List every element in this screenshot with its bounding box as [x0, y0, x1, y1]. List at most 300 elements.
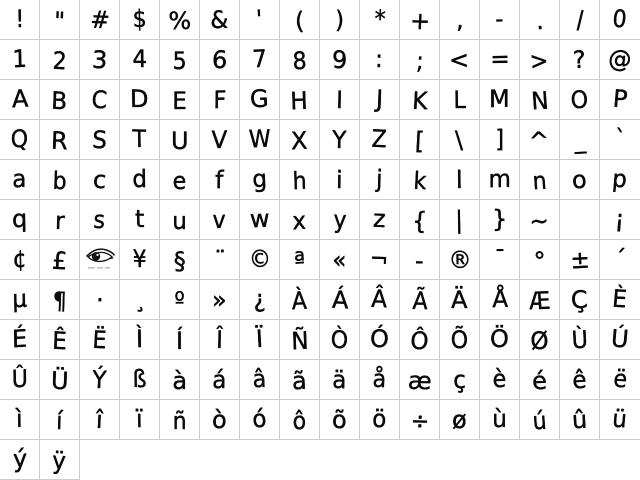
glyph-cell [480, 200, 520, 240]
glyph: õ [332, 405, 347, 435]
glyph: ! [15, 4, 24, 34]
glyph: Ú [609, 324, 630, 354]
glyph-cell [440, 80, 480, 120]
glyph-cell [240, 240, 280, 280]
glyph: ¢ [12, 244, 27, 274]
glyph: D [130, 84, 149, 114]
glyph-cell [360, 80, 400, 120]
glyph: ~ [528, 206, 551, 236]
glyph-cell [400, 320, 440, 360]
glyph-cell [520, 120, 560, 160]
glyph-cell [600, 0, 640, 40]
glyph: ¬ [369, 244, 390, 274]
glyph-cell [560, 280, 600, 320]
glyph: p [611, 164, 629, 194]
glyph: Ö [490, 324, 509, 354]
glyph-cell [40, 240, 80, 280]
glyph-cell [400, 0, 440, 40]
glyph-cell [0, 280, 40, 320]
glyph-cell [40, 280, 80, 320]
glyph-cell [160, 320, 200, 360]
glyph-cell [400, 80, 440, 120]
glyph: Á [331, 285, 348, 315]
glyph-cell [40, 400, 80, 440]
glyph: » [211, 285, 228, 315]
glyph-cell [480, 280, 520, 320]
glyph-cell [280, 160, 320, 200]
glyph-cell [440, 320, 480, 360]
glyph-cell [0, 200, 40, 240]
glyph: q [11, 204, 28, 234]
glyph: ç [452, 366, 467, 394]
glyph: { [411, 206, 428, 236]
glyph-cell [520, 40, 560, 80]
glyph-cell [600, 120, 640, 160]
glyph-cell [240, 280, 280, 320]
charmap-row [0, 160, 640, 200]
glyph: Z [371, 124, 388, 154]
glyph-cell [120, 120, 160, 160]
glyph: ¡ [613, 204, 627, 234]
glyph: º [174, 287, 185, 315]
charmap-row [0, 0, 640, 40]
glyph-cell [120, 400, 160, 440]
glyph-cell [520, 320, 560, 360]
glyph-cell [320, 0, 360, 40]
glyph: 4 [131, 44, 148, 74]
glyph: 0 [611, 4, 629, 34]
glyph-cell [280, 400, 320, 440]
glyph-cell [80, 80, 120, 120]
glyph: * [373, 4, 386, 34]
glyph-cell [160, 200, 200, 240]
glyph-cell [0, 360, 40, 400]
glyph: F [212, 85, 227, 115]
glyph: I [336, 85, 343, 115]
glyph: e [172, 167, 187, 195]
glyph: ø [451, 406, 468, 434]
glyph: À [291, 286, 308, 316]
glyph: w [249, 204, 270, 234]
glyph: % [168, 7, 191, 35]
glyph: ¨ [213, 245, 226, 275]
glyph: A [11, 84, 28, 114]
glyph: $ [132, 4, 147, 34]
glyph-cell [80, 40, 120, 80]
glyph-cell [0, 400, 40, 440]
glyph-cell [80, 400, 120, 440]
glyph-cell [520, 360, 560, 400]
glyph: l [455, 166, 464, 194]
glyph: m [488, 164, 511, 194]
glyph: · [95, 285, 104, 315]
charmap-row [0, 40, 640, 80]
glyph-cell [200, 400, 240, 440]
glyph: û [571, 405, 588, 435]
glyph: 3 [91, 45, 108, 75]
glyph: M [489, 84, 510, 114]
glyph-cell [360, 280, 400, 320]
glyph: ß [132, 364, 147, 394]
glyph: f [215, 165, 224, 195]
glyph-cell [200, 240, 240, 280]
glyph-cell [240, 160, 280, 200]
eye-logo-icon [84, 244, 116, 272]
glyph: k [412, 166, 427, 196]
glyph-cell [440, 240, 480, 280]
glyph-cell [0, 120, 40, 160]
glyph: Ä [451, 286, 468, 314]
glyph: è [492, 364, 507, 394]
glyph-cell-eye-logo [80, 240, 120, 280]
glyph: Å [491, 284, 508, 314]
glyph-cell [600, 280, 640, 320]
glyph: Ï [255, 324, 264, 354]
glyph: . [534, 6, 545, 36]
glyph-cell [280, 240, 320, 280]
glyph: c [92, 165, 107, 195]
glyph-cell [360, 360, 400, 400]
glyph: Û [11, 364, 28, 394]
glyph-cell [200, 360, 240, 400]
glyph: r [54, 206, 65, 236]
glyph-cell [200, 40, 240, 80]
charmap-row [0, 320, 640, 360]
glyph-cell [400, 160, 440, 200]
glyph: K [411, 86, 428, 116]
glyph-cell [440, 360, 480, 400]
glyph: 9 [331, 45, 348, 75]
glyph-cell [80, 360, 120, 400]
glyph: Ù [570, 325, 589, 355]
glyph: < [449, 46, 470, 74]
glyph-cell [80, 320, 120, 360]
glyph: d [131, 164, 148, 194]
glyph: S [91, 125, 108, 155]
glyph-cell [40, 40, 80, 80]
glyph: Ý [91, 365, 108, 395]
glyph: æ [407, 366, 432, 396]
glyph: 8 [291, 46, 308, 76]
glyph: Æ [527, 286, 552, 316]
glyph-cell [40, 360, 80, 400]
glyph: , [455, 6, 464, 34]
glyph: h [292, 166, 307, 196]
charmap-row [0, 200, 640, 240]
glyph: } [492, 204, 507, 234]
glyph: ú [531, 406, 548, 436]
glyph: 2 [51, 46, 68, 76]
glyph-cell [480, 320, 520, 360]
glyph: O [570, 85, 589, 115]
glyph-cell [560, 320, 600, 360]
glyph: 5 [172, 47, 187, 75]
glyph-cell [160, 0, 200, 40]
glyph: £ [51, 246, 68, 276]
glyph: i [336, 165, 343, 195]
glyph-cell [80, 280, 120, 320]
glyph: @ [607, 44, 633, 74]
glyph: B [51, 86, 68, 116]
glyph-cell [480, 80, 520, 120]
glyph-cell [400, 360, 440, 400]
glyph-cell [440, 200, 480, 240]
glyph: E [172, 87, 187, 115]
glyph: 6 [211, 45, 228, 75]
glyph: ° [532, 246, 547, 276]
glyph-cell [360, 200, 400, 240]
glyph-cell [120, 0, 160, 40]
glyph: § [173, 247, 186, 275]
glyph-cell [160, 240, 200, 280]
glyph: G [249, 84, 270, 114]
glyph: U [170, 127, 189, 155]
glyph: L [453, 86, 466, 114]
glyph-cell [560, 120, 600, 160]
glyph: z [372, 204, 387, 234]
glyph-cell [440, 160, 480, 200]
glyph-cell [280, 40, 320, 80]
glyph: = [490, 44, 509, 74]
glyph: V [211, 125, 228, 155]
glyph-cell [480, 400, 520, 440]
glyph-cell [480, 120, 520, 160]
glyph: ñ [172, 407, 187, 435]
glyph: å [372, 364, 387, 394]
glyph-cell [160, 160, 200, 200]
glyph: É [11, 324, 28, 354]
glyph-cell [280, 120, 320, 160]
glyph: Î [215, 325, 223, 355]
glyph: - [495, 4, 504, 34]
glyph-cell [360, 40, 400, 80]
glyph-cell [120, 280, 160, 320]
glyph-cell [600, 320, 640, 360]
charmap-row [0, 360, 640, 400]
glyph: Q [10, 124, 29, 154]
glyph-cell-empty [560, 200, 600, 240]
glyph: - [414, 246, 425, 276]
glyph: ü [611, 404, 629, 434]
glyph-cell [440, 40, 480, 80]
glyph: ® [447, 246, 472, 274]
glyph-cell [320, 280, 360, 320]
glyph-cell [560, 80, 600, 120]
glyph: [ [414, 126, 425, 156]
glyph: n [531, 166, 548, 196]
glyph-cell [80, 200, 120, 240]
glyph: ÷ [409, 406, 430, 436]
glyph-cell [200, 160, 240, 200]
glyph-cell [40, 0, 80, 40]
glyph-cell [200, 320, 240, 360]
glyph-cell [200, 120, 240, 160]
glyph: é [531, 366, 548, 396]
glyph: È [611, 284, 629, 314]
glyph-cell [520, 400, 560, 440]
glyph: ( [294, 6, 305, 36]
glyph-cell [440, 280, 480, 320]
glyph-cell [600, 40, 640, 80]
glyph: î [95, 405, 104, 435]
glyph-cell [120, 40, 160, 80]
glyph-cell [280, 360, 320, 400]
glyph: Í [176, 327, 183, 355]
glyph: u [172, 207, 187, 235]
glyph: ã [291, 366, 308, 396]
glyph: ê [571, 365, 588, 395]
glyph: Â [371, 284, 388, 314]
glyph: Ò [330, 325, 349, 355]
charmap-row [0, 440, 640, 480]
glyph: Ó [369, 324, 390, 354]
glyph-cell [440, 120, 480, 160]
glyph: í [55, 406, 64, 436]
glyph-cell [280, 200, 320, 240]
glyph-cell [160, 40, 200, 80]
glyph-cell [440, 400, 480, 440]
glyph: o [571, 165, 588, 195]
glyph-cell [560, 0, 600, 40]
glyph-cell [480, 360, 520, 400]
glyph-cell [520, 200, 560, 240]
glyph-cell [80, 120, 120, 160]
glyph-cell [160, 360, 200, 400]
glyph-cell [480, 160, 520, 200]
glyph-cell [320, 40, 360, 80]
glyph-cell [240, 360, 280, 400]
glyph-cell [120, 160, 160, 200]
glyph: Õ [450, 326, 469, 354]
charmap-row [0, 400, 640, 440]
glyph-cell [120, 240, 160, 280]
glyph: Ç [570, 285, 589, 315]
glyph-cell [360, 240, 400, 280]
glyph: Y [332, 125, 347, 155]
glyph-cell [0, 240, 40, 280]
glyph-cell [0, 0, 40, 40]
glyph-cell [520, 160, 560, 200]
glyph: ¯ [494, 244, 505, 274]
glyph: Ø [529, 326, 550, 356]
glyph-cell [160, 400, 200, 440]
glyph-cell [200, 280, 240, 320]
glyph-cell [400, 40, 440, 80]
glyph-cell [120, 200, 160, 240]
glyph: Ô [409, 326, 430, 356]
glyph: # [89, 5, 110, 35]
glyph-cell [280, 80, 320, 120]
glyph-cell [560, 360, 600, 400]
glyph: Ã [411, 286, 428, 316]
glyph-cell [600, 360, 640, 400]
glyph-cell [120, 80, 160, 120]
glyph-cell [200, 0, 240, 40]
glyph-cell [360, 120, 400, 160]
glyph-cell [480, 0, 520, 40]
glyph-cell [240, 0, 280, 40]
glyph: 1 [12, 44, 27, 74]
glyph: Ë [92, 325, 107, 355]
glyph-cell [400, 120, 440, 160]
glyph-cell [320, 400, 360, 440]
glyph-cell [520, 80, 560, 120]
glyph: / [575, 5, 584, 35]
glyph: « [332, 245, 347, 275]
glyph-cell [40, 80, 80, 120]
glyph: W [248, 124, 271, 154]
glyph: t [134, 204, 145, 234]
glyph: > [529, 46, 550, 76]
glyph: | [455, 206, 464, 234]
glyph: µ [12, 284, 27, 314]
glyph-cell [600, 80, 640, 120]
glyph: ï [136, 404, 143, 434]
glyph-cell [360, 0, 400, 40]
glyph-cell [40, 440, 80, 480]
glyph: Ñ [290, 326, 309, 356]
glyph: : [375, 44, 384, 74]
glyph-cell [360, 400, 400, 440]
glyph-cell [600, 400, 640, 440]
glyph-cell [40, 160, 80, 200]
glyph-cell [320, 320, 360, 360]
glyph-cell [240, 200, 280, 240]
glyph: ¸ [133, 284, 146, 314]
glyph-cell [80, 160, 120, 200]
glyph: â [252, 364, 267, 394]
glyph: s [93, 205, 106, 235]
glyph: ì [16, 404, 23, 434]
glyph: X [290, 126, 309, 156]
charmap-row [0, 240, 640, 280]
glyph: ' [255, 4, 264, 34]
glyph-cell [600, 200, 640, 240]
glyph: ª [293, 246, 306, 276]
glyph: \ [455, 126, 464, 154]
glyph: a [12, 164, 27, 194]
glyph: y [332, 205, 347, 235]
glyph: Ì [135, 324, 144, 354]
glyph: ö [371, 404, 388, 434]
glyph: 7 [251, 44, 268, 74]
glyph: á [212, 365, 227, 395]
glyph: ý [12, 444, 27, 474]
glyph: x [292, 206, 307, 236]
glyph: ] [495, 124, 504, 154]
glyph-cell [120, 360, 160, 400]
glyph-cell [600, 160, 640, 200]
glyph: ¿ [252, 284, 267, 314]
glyph-cell [520, 280, 560, 320]
glyph-cell [400, 280, 440, 320]
glyph: ; [415, 46, 424, 76]
glyph-cell [200, 80, 240, 120]
charmap-row [0, 120, 640, 160]
glyph: & [210, 5, 229, 35]
glyph: g [251, 164, 268, 194]
glyph-cell [240, 400, 280, 440]
glyph-cell [560, 40, 600, 80]
glyph: ) [335, 5, 344, 35]
glyph: _ [573, 125, 586, 155]
glyph-cell [320, 240, 360, 280]
glyph: b [52, 166, 67, 196]
glyph-cell [160, 280, 200, 320]
glyph: C [91, 85, 108, 115]
glyph: ë [611, 364, 628, 394]
glyph: ÿ [52, 446, 67, 476]
